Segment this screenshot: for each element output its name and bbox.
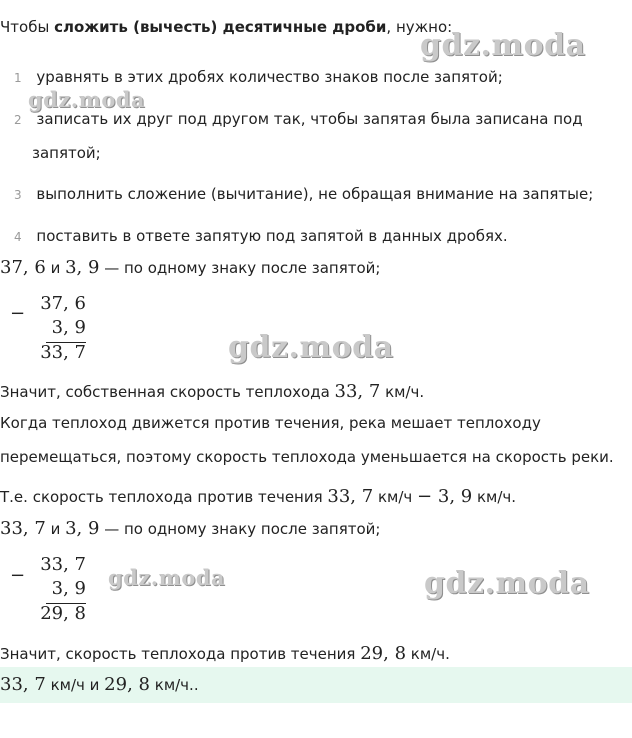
text: Значит, собственная скорость теплохода bbox=[0, 383, 335, 401]
list-number: 2 bbox=[14, 113, 22, 127]
math-value: 29, 8 bbox=[104, 674, 150, 695]
subtrahend: 3, 9 bbox=[51, 317, 86, 338]
math-value: 3, 9 bbox=[65, 518, 100, 539]
math-value: 33, 7 bbox=[0, 518, 46, 539]
list-number: 1 bbox=[14, 71, 22, 85]
text: — по одному знаку после запятой; bbox=[99, 520, 381, 538]
text: км/ч. bbox=[406, 645, 450, 663]
text: и bbox=[45, 259, 66, 277]
example-2-line bbox=[0, 518, 380, 539]
math-value: 33, 7 bbox=[327, 486, 374, 507]
text: — по одному знаку после запятой; bbox=[99, 259, 381, 277]
list-item bbox=[14, 227, 508, 245]
text: км/ч. bbox=[472, 488, 517, 506]
paragraph bbox=[0, 381, 424, 402]
list-number: 4 bbox=[14, 230, 22, 244]
watermark: gdz.moda bbox=[108, 565, 226, 590]
math-value: 29, 8 bbox=[360, 643, 407, 664]
list-number: 3 bbox=[14, 188, 22, 202]
paragraph bbox=[0, 486, 516, 507]
text: км/ч и bbox=[45, 676, 105, 694]
text: км/ч.. bbox=[149, 676, 199, 694]
math-value: 33, 7 bbox=[334, 381, 381, 402]
paragraph bbox=[0, 643, 450, 664]
intro-text-after: , нужно: bbox=[386, 18, 453, 36]
paragraph: Когда теплоход движется против течения, река мешает теплоходу bbox=[0, 414, 541, 432]
list-text: запятой; bbox=[32, 144, 101, 162]
text: Значит, скорость теплохода против течения bbox=[0, 645, 361, 663]
list-item bbox=[14, 185, 593, 203]
paragraph: перемещаться, поэтому скорость теплохода уменьшается на скорость реки. bbox=[0, 448, 614, 466]
list-text: уравнять в этих дробях количество знаков после запятой; bbox=[36, 68, 503, 86]
list-item-continued bbox=[32, 144, 101, 162]
list-item bbox=[14, 110, 583, 128]
minus-sign: − bbox=[10, 565, 26, 586]
math-value: 3, 9 bbox=[432, 486, 473, 507]
math-value: 37, 6 bbox=[0, 257, 46, 278]
text: и bbox=[45, 520, 66, 538]
intro-bold: сложить (вычесть) десятичные дроби bbox=[54, 18, 387, 36]
text: км/ч. bbox=[380, 383, 425, 401]
list-text: выполнить сложение (вычитание), не обращая внимание на запятые; bbox=[36, 185, 594, 203]
subtrahend: 3, 9 bbox=[51, 578, 86, 599]
difference: 33, 7 bbox=[40, 342, 86, 363]
list-item bbox=[14, 68, 503, 86]
list-text: записать их друг под другом так, чтобы запятая была записана под bbox=[36, 110, 583, 128]
watermark: gdz.moda bbox=[28, 87, 146, 112]
intro-text-before: Чтобы bbox=[0, 18, 55, 36]
text: Т.е. скорость теплохода против течения bbox=[0, 488, 328, 506]
watermark: gdz.moda bbox=[420, 28, 586, 63]
minus-sign: − bbox=[10, 303, 26, 324]
math-operator: − bbox=[417, 486, 433, 507]
minuend: 33, 7 bbox=[40, 554, 86, 575]
difference: 29, 8 bbox=[40, 603, 86, 624]
answer-text bbox=[0, 674, 199, 695]
math-value: 33, 7 bbox=[0, 674, 46, 695]
watermark: gdz.moda bbox=[228, 330, 394, 365]
watermark: gdz.moda bbox=[424, 566, 590, 601]
intro-line bbox=[0, 18, 452, 36]
math-value: 3, 9 bbox=[65, 257, 100, 278]
example-1-line bbox=[0, 257, 380, 278]
text: км/ч bbox=[373, 488, 418, 506]
list-text: поставить в ответе запятую под запятой в данных дробях. bbox=[36, 227, 508, 245]
minuend: 37, 6 bbox=[40, 293, 86, 314]
answer-box bbox=[0, 667, 632, 703]
